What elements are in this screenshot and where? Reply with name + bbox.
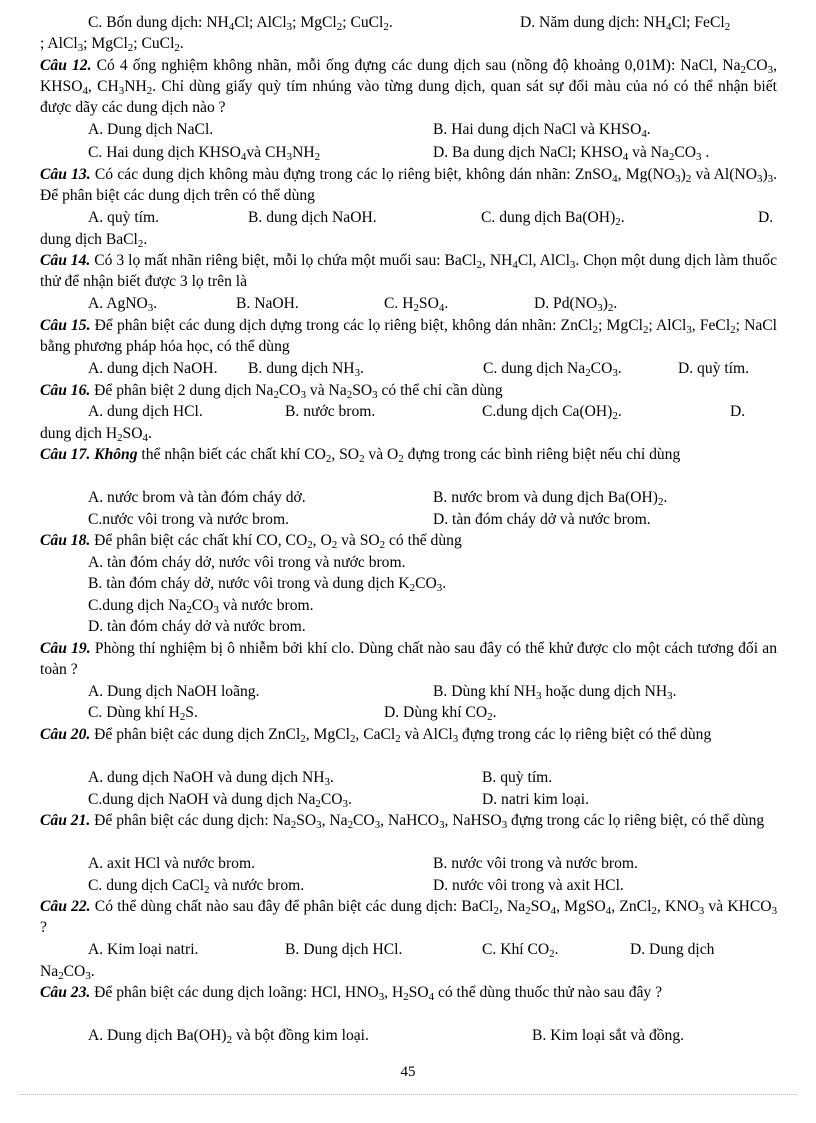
option-a: A. quỳ tím. <box>88 209 160 226</box>
question-label: Câu 22. <box>40 898 91 915</box>
question-14-options-row <box>88 293 777 314</box>
question-18-option-b: B. tàn đóm cháy dở, nước vôi trong và dung dịch $K_2CO_3$. <box>88 575 447 594</box>
question-21-options-row-2 <box>88 875 777 896</box>
question-16-option-d-continued: dung dịch $H_2SO_4$. <box>40 425 152 444</box>
question-18-option-d: D. tàn đóm cháy dở và nước brom. <box>88 618 306 635</box>
question-label: Câu 20. <box>40 726 91 743</box>
option-b: B. Kim loại sắt và đồng. <box>532 1027 685 1044</box>
question-15 <box>40 315 777 357</box>
option-b: B. Dùng khí $NH_3$ hoặc dung dịch $NH_3$. <box>433 683 677 702</box>
question-label: Câu 19. <box>40 640 91 657</box>
question-18-option-c: C.dung dịch $Na_2CO_3$ và nước brom. <box>88 597 314 616</box>
question-emphasis: Không <box>94 446 138 463</box>
option-d: D. nước vôi trong và axit HCl. <box>433 877 624 894</box>
question-text: Để phân biệt các chất khí CO, $CO_2$, $O_2$ và $SO_2$ có thể dùng <box>90 532 462 551</box>
option-b: B. nước brom và dung dịch $Ba(OH)_2$. <box>433 489 668 508</box>
option-d: D. Dùng khí $CO_2$. <box>384 704 497 723</box>
question-20 <box>40 724 777 745</box>
option-b: B. nước brom. <box>285 403 376 420</box>
question-label: Câu 21. <box>40 812 91 829</box>
option-b: B. dung dịch NaOH. <box>248 209 377 226</box>
question-22 <box>40 896 777 938</box>
option-a: A. dung dịch NaOH và dung dịch $NH_3$. <box>88 769 334 788</box>
option-d: D. Dung dịch <box>630 941 715 958</box>
option-c: C. dung dịch CaCl$_2$ và nước brom. <box>88 877 305 896</box>
question-text: Để phân biệt các dung dịch ZnCl$_2$, MgCl$_2$, CaCl$_2$ và AlCl$_3$ đựng trong các lọ riêng biệt có thể dùng <box>90 726 712 745</box>
question-22-options-row <box>88 939 777 960</box>
option-c: C. Khí $CO_2$. <box>482 941 559 960</box>
question-19-options-row-1 <box>88 681 777 702</box>
question-text: thể nhận biết các chất khí $CO_2$, $SO_2$ và $O_2$ đựng trong các bình riêng biệt nếu chỉ dùng <box>137 446 681 465</box>
option-a: A. Kim loại natri. <box>88 941 199 958</box>
question-12 <box>40 55 777 118</box>
option-d: D. natri kim loại. <box>482 791 589 808</box>
option-b: B. nước vôi trong và nước brom. <box>433 855 638 872</box>
option-c: C.nước vôi trong và nước brom. <box>88 511 289 528</box>
option-a: A. nước brom và tàn đóm cháy dở. <box>88 489 306 506</box>
option-a: A. Dung dịch NaCl. <box>88 121 214 138</box>
footer-divider <box>20 1094 796 1095</box>
prev-options-row <box>88 12 777 33</box>
question-20-options-row-2 <box>88 789 777 810</box>
option-c: C. Dùng khí $H_2S$. <box>88 704 198 723</box>
question-16-options-row <box>88 401 777 422</box>
option-d: D. tàn đóm cháy dở và nước brom. <box>433 511 651 528</box>
question-21 <box>40 810 777 831</box>
question-16 <box>40 380 777 401</box>
prev-option-c: C. Bốn dung dịch: $NH_4Cl$; AlCl$_3$; MgCl$_2$; CuCl$_2$. <box>88 14 393 33</box>
question-label: Câu 23. <box>40 984 91 1001</box>
option-c: C.dung dịch $Ca(OH)_2$. <box>482 403 622 422</box>
page-number: 45 <box>400 1064 416 1080</box>
option-c: C. Hai dung dịch $KHSO_4và$ $CH_3NH_2$ <box>88 144 321 163</box>
option-b: B. Hai dung dịch NaCl và $KHSO_4$. <box>433 121 651 140</box>
question-text: Phòng thí nghiệm bị ô nhiễm bởi khí clo. Dùng chất nào sau đây có thể khử được clo một cách tương đối an toàn ? <box>40 640 778 678</box>
question-text: Có 4 ống nghiệm không nhãn, mỗi ống đựng các dung dịch sau (nồng độ khoảng 0,01M): NaCl, $Na_2CO_3$, $KHSO_4$, $CH_3NH_2$. Chỉ dùng giấy quỳ tím nhúng vào từng dung dịch, quan sát sự đổi màu của nó có thể nhận biết được dãy các dung dịch nào ? <box>40 57 778 116</box>
question-label: Câu 18. <box>40 532 91 549</box>
option-b: B. quỳ tím. <box>482 769 553 786</box>
option-b: B. NaOH. <box>236 295 299 312</box>
question-23 <box>40 982 777 1003</box>
option-d: D. <box>730 403 746 420</box>
question-19-options-row-2 <box>88 702 777 723</box>
option-a: A. AgNO$_3$. <box>88 295 158 314</box>
option-d: D. <box>758 209 774 226</box>
option-d: D. quỳ tím. <box>678 360 750 377</box>
question-21-options-row-1 <box>88 853 777 874</box>
option-a: A. dung dịch NaOH. <box>88 360 218 377</box>
question-17-options-row-1 <box>88 487 777 508</box>
question-18-option-a: A. tàn đóm cháy dở, nước vôi trong và nước brom. <box>88 554 406 571</box>
question-20-options-row-1 <box>88 767 777 788</box>
question-17 <box>40 444 777 465</box>
question-12-options-row-1 <box>88 119 777 140</box>
question-text: Để phân biệt các dung dịch dựng trong các lọ riêng biệt, không dán nhãn: ZnCl$_2$; MgCl$_2$; AlCl$_3$, FeCl$_2$; NaCl bằng phương pháp hóa học, có thể dùng <box>40 317 778 355</box>
question-17-options-row-2 <box>88 509 777 530</box>
option-c: C. $H_2SO_4$. <box>384 295 449 314</box>
question-label: Câu 13. <box>40 166 91 183</box>
option-d: D. $Pd(NO_3)_2$. <box>534 295 618 314</box>
question-15-options-row <box>88 358 777 379</box>
question-13 <box>40 164 777 206</box>
question-text: Để phân biệt các dung dịch: $Na_2SO_3$, $Na_2CO_3$, NaHCO$_3$, NaHSO$_3$ đựng trong các lọ riêng biệt, có thể dùng <box>90 812 765 831</box>
question-label: Câu 16. <box>40 382 91 399</box>
option-b: B. dung dịch $NH_3$. <box>248 360 364 379</box>
question-18 <box>40 530 777 551</box>
option-a: A. axit HCl và nước brom. <box>88 855 255 872</box>
option-a: A. Dung dịch $Ba(OH)_2$ và bột đồng kim loại. <box>88 1027 369 1046</box>
prev-option-d-continued: ; AlCl$_3$; MgCl$_2$; CuCl$_2$. <box>40 35 184 54</box>
question-label: Câu 17. <box>40 446 91 463</box>
question-12-options-row-2 <box>88 142 777 163</box>
prev-option-d: D. Năm dung dịch: $NH_4Cl$; FeCl$_2$ <box>520 14 731 33</box>
question-label: Câu 15. <box>40 317 91 334</box>
option-b: B. Dung dịch HCl. <box>285 941 403 958</box>
option-a: A. Dung dịch NaOH loãng. <box>88 683 260 700</box>
question-label: Câu 14. <box>40 252 91 269</box>
question-label: Câu 12. <box>40 57 92 74</box>
option-a: A. dung dịch HCl. <box>88 403 203 420</box>
question-19 <box>40 638 777 680</box>
question-23-options-row <box>88 1025 777 1046</box>
question-text: Có các dung dịch không màu đựng trong các lọ riêng biệt, không dán nhãn: ZnSO$_4$, $Mg(NO_3)_2$ và $Al(NO_3)_3$. Để phân biệt các dung dịch trên có thể dùng <box>40 166 777 204</box>
option-c: C. dung dịch $Ba(OH)_2$. <box>481 209 625 228</box>
option-d: D. Ba dung dịch NaCl; $KHSO_4$ và $Na_2CO_3$ . <box>433 144 710 163</box>
question-text: Có thể dùng chất nào sau đây để phân biệt các dung dịch: BaCl$_2$, $Na_2SO_4$, MgSO$_4$, ZnCl$_2$, $KNO_3$ và $KHCO_3$ ? <box>40 898 778 936</box>
question-text: Để phân biệt các dung dịch loãng: HCl, $HNO_3$, $H_2SO_4$ có thể dùng thuốc thử nào sau đây ? <box>90 984 663 1003</box>
question-13-options-row <box>88 207 777 228</box>
question-22-option-d-continued: $Na_2CO_3$. <box>40 963 95 982</box>
question-text: Có 3 lọ mất nhãn riêng biệt, mỗi lọ chứa một muối sau: BaCl$_2$, $NH_4Cl$, AlCl$_3$. Chọn một dung dịch làm thuốc thử để nhận biết được 3 lọ trên là <box>40 252 778 290</box>
question-13-option-d-continued: dung dịch BaCl$_2$. <box>40 231 148 250</box>
option-c: C.dung dịch NaOH và dung dịch $Na_2CO_3$. <box>88 791 352 810</box>
question-14 <box>40 250 777 292</box>
option-c: C. dung dịch $Na_2CO_3$. <box>483 360 622 379</box>
question-text: Để phân biệt 2 dung dịch $Na_2CO_3$ và $Na_2SO_3$ có thể chỉ cần dùng <box>90 382 503 401</box>
